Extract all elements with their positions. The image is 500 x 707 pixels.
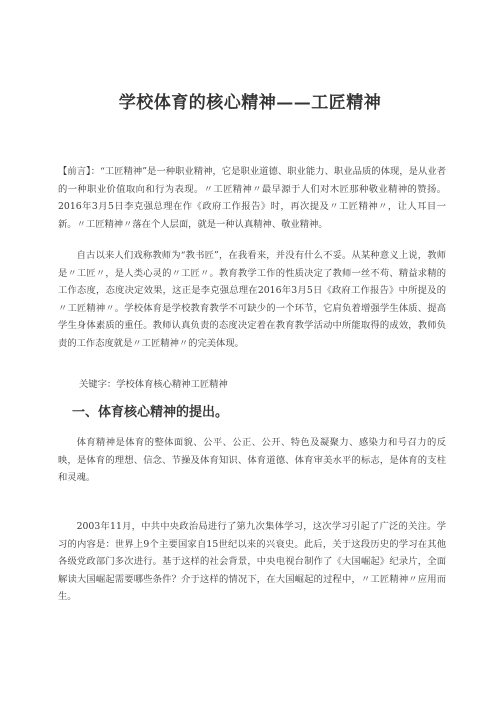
section-heading: 一、体育核心精神的提出。 [72, 405, 229, 420]
body-paragraph-teachers: 自古以来人们戏称教师为“教书匠”，在我看来，并没有什么不妥。从某种意义上说，教师是〃工匠〃，是人类心灵的〃工匠〃。教育教学工作的性质决定了教师一丝不苟、精益求精的工作态度，态度决定效果，这正是李克强总理在2016年3月5日《政府工作报告》中所提及的〃工匠精神〃。学校体育是学校教育教学不可缺少的一个环节，它肩负着增强学生体质、提高学生身体素质的重任。教师认真负责的态度决定着在教育教学活动中所能取得的成效，教师负责的工作态度就是〃工匠精神〃的完美体现。 [58, 250, 446, 349]
body-paragraph-sports-spirit: 体育精神是体育的整体面貌、公平、公正、公开、特色及凝聚力、感染力和号召力的反映，是体育的理想、信念、节操及体育知识、体育道德、体育审美水平的标志，是体育的支柱和灵魂。 [58, 437, 446, 484]
preface-paragraph: 【前言】：“工匠精神”是一种职业精神，它是职业道德、职业能力、职业品质的体现，是从业者的一种职业价值取向和行为表现。〃工匠精神〃最早源于人们对木匠那种敬业精神的赞扬。2016年3月5日李克强总理在作《政府工作报告》时，再次提及〃工匠精神〃，让人耳目一新。〃工匠精神〃落在个人层面，就是一种认真精神、敬业精神。 [58, 166, 446, 230]
body-paragraph-history: 2003年11月，中共中央政治局进行了第九次集体学习，这次学习引起了广泛的关注。学习的内容是：世界上9个主要国家自15世纪以来的兴衰史。此后，关于这段历史的学习在其他各级党政部门多次进行。基于这样的社会背景，中央电视台制作了《大国崛起》纪录片，全面解读大国崛起需要哪些条件？介于这样的情况下，在大国崛起的过程中，〃工匠精神〃应用而生。 [58, 521, 446, 603]
document-title: 学校体育的核心精神——工匠精神 [118, 93, 382, 113]
keywords-line: 关键字：学校体育核心精神工匠精神 [79, 379, 228, 390]
